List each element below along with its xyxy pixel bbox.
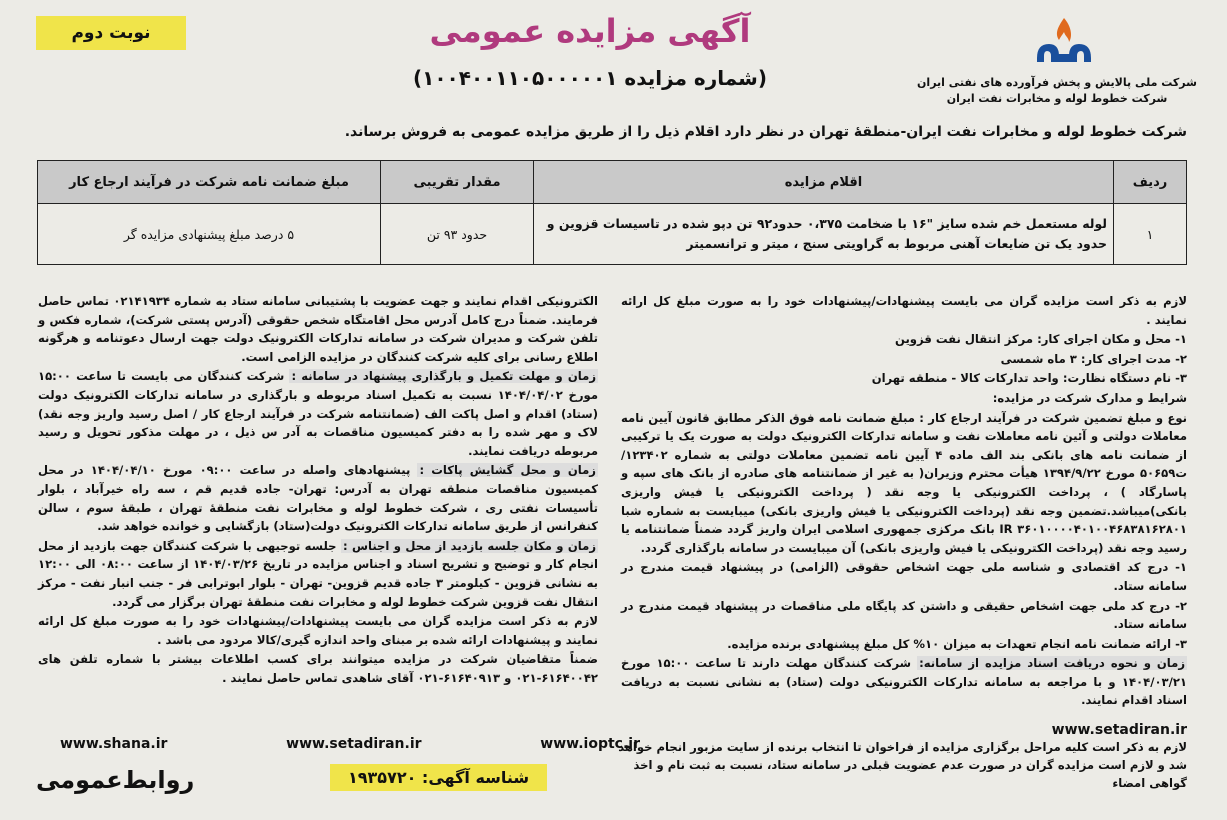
org-name-line1: شرکت ملی پالایش و پخش فرآورده های نفتی ایران xyxy=(917,76,1197,89)
work-location-heading: ۱- محل و مکان اجرای کار: xyxy=(1037,332,1187,347)
left-p5: لازم به ذکر است مزایده گران می بایست پیشنهادات/پیشنهادات خود را به صورت مبلغ کل ارائه نمایند و پیشنهادات ارائه شده بر مبنای واحد اندازه گیری/کالا مردود می باشد . xyxy=(38,614,598,647)
auction-number: (شماره مزایده ۱۰۰۴۰۰۱۱۰۵۰۰۰۰۰۱) xyxy=(413,66,767,90)
supervisor xyxy=(621,369,1187,388)
right-p0: لازم به ذکر است مزایده گران می بایست پیشنهادات/پیشنهادات خود را به صورت مبلغ کل ارائه نمایند . xyxy=(621,294,1187,327)
conditions-heading: شرایط و مدارک شرکت در مزایده: xyxy=(992,390,1187,405)
work-location xyxy=(621,330,1187,349)
guarantee-text: نوع و مبلغ تضمین شرکت در فرآیند ارجاع کار : مبلغ ضمانت نامه فوق الذکر مطابق قانون آیین نامه معاملات دولتی و آئین نامه معاملات نفت و سامانه تدارکات الکترونیک دولت به صورت یک یا ترکیبی از ضمانت نامه های بانکی بند الف ماده ۴ آیین نامه تضمین معاملات دولتی به شماره ۱۲۳۴۰۲/ت۵۰۶۵۹ مورخ ۱۳۹۴/۹/۲۲ هیأت محترم وزیران( به غیر از ضمانتنامه های صادره از بانک های سپه و پاسارگاد ) ، پرداخت الکترونیکی یا وجه نقد ( پرداخت الکترونیکی یا فیش واریزی بانکی)میباشد.تضمین وجه نقد (پرداخت الکترونیکی یا فیش واریزی بانکی) میبایست به شماره شبا IR ۳۶۰۱۰۰۰۰۴۰۱۰۰۴۶۸۳۸۱۶۲۸۰۱ بانک مرکزی جمهوری اسلامی ایران واریز گردد ضمناً ضمانتنامه یا رسید وجه نقد (پرداخت الکترونیکی یا فیش واریزی بانکی) آن میبایست در سامانه بارگذاری گردد. xyxy=(621,410,1187,555)
condition-3: ۳- ارائه ضمانت نامه انجام تعهدات به میزان ۱۰% کل مبلغ پیشنهادی برنده مزایده. xyxy=(727,636,1187,651)
supervisor-value: واحد تدارکات کالا - منطقه تهران xyxy=(871,371,1059,386)
condition-1: ۱- درج کد اقتصادی و شناسه ملی جهت اشخاص حقوقی (الزامی) در پیشنهاد قیمت مندرج در سامانه ستاد. xyxy=(621,560,1187,593)
documents-text: شرکت کنندگان مهلت دارند تا ساعت ۱۵:۰۰ مورخ ۱۴۰۴/۰۳/۲۱ و با مراجعه به سامانه تدارکات الکترونیکی دولت (ستاد) به نشانی xyxy=(621,656,1187,689)
work-duration-value: ۳ ماه شمسی xyxy=(1000,351,1077,366)
cell-guarantee: ۵ درصد مبلغ پیشنهادی مزایده گر xyxy=(38,204,381,265)
link-ioptc[interactable]: www.ioptc.ir xyxy=(540,736,640,752)
footer-links xyxy=(60,736,640,752)
edition-badge: نوبت دوم xyxy=(36,16,186,50)
visit-text: جلسه توجیهی با شرکت کنندگان جهت بازدید از محل انجام کار و توضیح و تشریح اسناد و اجناس مزایده در تاریخ ۱۴۰۴/۰۳/۲۶ از ساعت ۰۸:۰۰ الی ۱۲:۰۰ به نشانی قزوین - کیلومتر ۳ جاده قدیم قزوین- تهران - بلوار ابوترابی فر - جنب انبار نفت - مرکز انتقال نفت قزوین شرکت خطوط لوله و مخابرات نفت منطقهٔ تهران برگزار می گردد. xyxy=(38,538,598,609)
opening-heading: زمان و محل گشایش پاکات : xyxy=(419,463,596,478)
work-duration-heading: ۲- مدت اجرای کار: xyxy=(1080,351,1187,366)
left-column xyxy=(38,292,598,688)
cell-row-number: ۱ xyxy=(1114,204,1187,265)
notice-title: آگهی مزایده عمومی xyxy=(429,12,751,50)
auction-items-table xyxy=(37,160,1187,265)
public-relations-signature: روابط‌عمومی xyxy=(36,766,195,794)
link-shana[interactable]: www.shana.ir xyxy=(60,736,168,752)
intro-text: شرکت خطوط لوله و مخابرات نفت ایران-منطقهٔ تهران در نظر دارد اقلام ذیل را از طریق مزایده عمومی به فروش برساند. xyxy=(344,124,1187,140)
upload-deadline-text: شرکت کنندگان می بایست تا ساعت ۱۵:۰۰ مورخ ۱۴۰۴/۰۴/۰۲ نسبت به تکمیل اسناد مربوطه و بارگذاری در سامانه تدارکات الکترونیک دولت (ستاد) اقدام و اصل پاکت الف (ضمانتنامه شرکت در فرآیند ارجاع کار / اصل رسید واریز وجه نقد) لاک و مهر شده را به دفتر کمیسیون مناقصات به آدر س ذیل ، در مهلت مذکور تحویل و رسید مربوطه دریافت نمایند. xyxy=(38,369,598,458)
header-row-number: ردیف xyxy=(1114,161,1187,204)
opening-text: پیشنهادهای واصله در ساعت ۰۹:۰۰ مورخ ۱۴۰۴/۰۴/۱۰ در محل کمیسیون مناقصات منطقه تهران به آدرس: تهران- جاده قدیم قم ، سه راه خیرآباد ، بلوار تأسیسات نفتی ری ، شرکت خطوط لوله و مخابرات نفت منطقهٔ تهران ، طبقهٔ سوم ، سالن کنفرانس از طریق سامانه تدارکات الکترونیک دولت(ستاد) بازگشایی و خوانده خواهد شد. xyxy=(38,463,598,534)
ad-id: شناسه آگهی: ۱۹۳۵۷۲۰ xyxy=(330,764,547,791)
link-setadiran[interactable]: www.setadiran.ir xyxy=(286,736,422,752)
work-duration xyxy=(621,350,1187,369)
header-items: اقلام مزایده xyxy=(534,161,1114,204)
closing-text: لازم به ذکر است کلیه مراحل برگزاری مزایده از فراخوان تا انتخاب برنده از سایت مزبور انجام خواهد شد و لازم است مزایده گران در صورت عدم عضویت قبلی در سامانه ستاد، نسبت به ثبت نام و اخذ گواهی امضاء xyxy=(618,740,1187,790)
footer xyxy=(0,736,1227,820)
upload-deadline xyxy=(38,367,598,460)
documents-text-end: نسبت به دریافت اسناد اقدام نمایند. xyxy=(621,674,1187,708)
visit-section xyxy=(38,537,598,611)
condition-2: ۲- درج کد ملی جهت اشخاص حقیقی و داشتن کد پایگاه ملی مناقصات در پیشنهاد قیمت مندرج در سامانه ستاد. xyxy=(621,598,1187,632)
upload-deadline-heading: زمان و مهلت تکمیل و بارگذاری پیشنهاد در سامانه : xyxy=(291,369,596,384)
company-logo-icon xyxy=(1029,14,1099,72)
cell-item-description: لوله مستعمل خم شده سایز "۱۶ با ضخامت ۰،۳۷۵ حدود۹۲ تن دپو شده در تاسیسات قزوین و حدود یک تن ضایعات آهنی مربوط به گراویتی سنج ، میتر و ترانسمیتر xyxy=(534,204,1114,265)
table-header-row xyxy=(38,161,1187,204)
right-column xyxy=(621,292,1187,711)
documents-heading: زمان و نحوه دریافت اسناد مزایده از سامانه: xyxy=(919,656,1185,671)
header-guarantee: مبلغ ضمانت نامه شرکت در فرآیند ارجاع کار xyxy=(38,161,381,204)
visit-heading: زمان و مکان جلسه بازدید از محل و اجناس : xyxy=(342,538,596,553)
opening-section xyxy=(38,461,598,535)
documents-section xyxy=(621,654,1187,710)
contact-info: ضمناً متقاضیان شرکت در مزایده میتوانند برای کسب اطلاعات بیشتر با شماره تلفن های ۶۱۶۴۰۰۴۲-۰۲۱ و ۶۱۶۴۰۹۱۳-۰۲۱ آقای شاهدی تماس حاصل نمایند . xyxy=(38,652,598,685)
supervisor-heading: ۳- نام دستگاه نظارت: xyxy=(1062,371,1187,386)
header-quantity: مقدار تقریبی xyxy=(381,161,534,204)
left-p1: الکترونیکی اقدام نمایند و جهت عضویت با پشتیبانی سامانه ستاد به شماره ۰۲۱۴۱۹۳۴ تماس حاصل فرمایند. ضمناً درج کامل آدرس محل اقامتگاه شخص حقوقی (آدرس پستی شرکت)، شماره فکس و تلفن شرکت و مدیران شرکت در سامانه تدارکات الکترونیک دولت جهت ارسال دعوتنامه و هرگونه اطلاع رسانی برای کلیه شرکت کنندگان در مزایده الزامی است. xyxy=(38,294,598,364)
org-name-line2: شرکت خطوط لوله و مخابرات نفت ایران xyxy=(946,92,1168,105)
table-row xyxy=(38,204,1187,265)
cell-quantity: حدود ۹۳ تن xyxy=(381,204,534,265)
work-location-value: مرکز انتقال نفت قزوین xyxy=(895,332,1034,347)
setadiran-link[interactable]: www.setadiran.ir xyxy=(1051,722,1187,738)
